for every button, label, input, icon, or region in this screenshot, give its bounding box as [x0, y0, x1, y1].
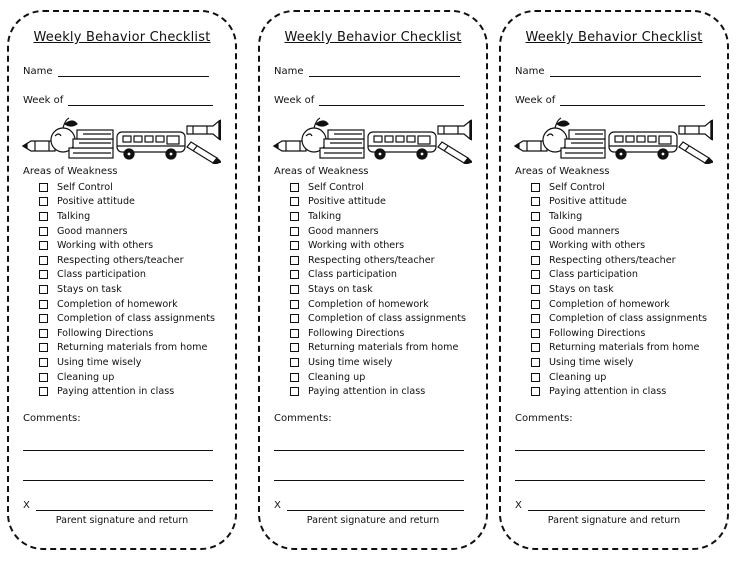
areas-title: Areas of Weakness — [23, 166, 118, 177]
checkbox[interactable] — [290, 373, 299, 382]
checklist-item — [39, 370, 215, 385]
checkbox[interactable] — [290, 212, 299, 221]
card-title: Weekly Behavior Checklist — [525, 30, 703, 45]
signature-field — [23, 500, 213, 511]
checkbox[interactable] — [531, 314, 540, 323]
checkbox[interactable] — [39, 270, 48, 279]
checklist-item-label: Completion of homework — [549, 298, 670, 310]
checklist-item — [290, 282, 466, 297]
checkbox[interactable] — [290, 387, 299, 396]
comment-line-2 — [274, 480, 464, 481]
checklist-item — [290, 355, 466, 370]
checklist-item — [39, 355, 215, 370]
signature-field — [515, 500, 705, 511]
checklist-item — [290, 224, 466, 239]
comments-label: Comments: — [274, 413, 332, 424]
name-label: Name — [274, 66, 304, 77]
checkbox[interactable] — [531, 358, 540, 367]
signature-line — [36, 501, 213, 511]
checkbox[interactable] — [39, 183, 48, 192]
checklist-item — [531, 195, 707, 210]
checklist-item-label: Using time wisely — [308, 356, 393, 368]
checkbox[interactable] — [39, 197, 48, 206]
checklist-item-label: Self Control — [57, 181, 113, 193]
week-line — [560, 95, 705, 106]
signature-caption: Parent signature and return — [55, 515, 189, 526]
checklist-item — [39, 195, 215, 210]
checklist-item — [531, 297, 707, 312]
checkbox[interactable] — [290, 227, 299, 236]
checklist-item-label: Paying attention in class — [57, 386, 175, 398]
card-title: Weekly Behavior Checklist — [33, 30, 211, 45]
checklist-item — [531, 282, 707, 297]
checklist-item — [531, 370, 707, 385]
checklist-item — [531, 326, 707, 341]
checkbox[interactable] — [290, 285, 299, 294]
comments-label: Comments: — [23, 413, 81, 424]
checkbox[interactable] — [531, 373, 540, 382]
checkbox[interactable] — [290, 300, 299, 309]
checklist-item-label: Class participation — [308, 269, 397, 281]
checklist-item-label: Respecting others/teacher — [308, 254, 435, 266]
name-line — [58, 66, 209, 77]
checklist-item-label: Positive attitude — [549, 196, 627, 208]
week-line — [319, 95, 464, 106]
comment-line-2 — [515, 480, 705, 481]
checklist-item-label: Self Control — [308, 181, 364, 193]
week-label: Week of — [23, 95, 64, 106]
checkbox[interactable] — [531, 183, 540, 192]
behavior-list — [39, 180, 215, 399]
checklist-item — [531, 209, 707, 224]
checklist-item — [290, 370, 466, 385]
week-label: Week of — [515, 95, 556, 106]
checklist-item-label: Talking — [308, 210, 342, 222]
checkbox[interactable] — [39, 241, 48, 250]
checklist-item-label: Good manners — [308, 225, 379, 237]
checklist-item — [531, 384, 707, 399]
checklist-item-label: Following Directions — [57, 327, 154, 339]
checklist-item — [531, 253, 707, 268]
school-supplies-icon — [21, 112, 221, 164]
checklist-item-label: Paying attention in class — [308, 386, 426, 398]
week-line — [68, 95, 213, 106]
checklist-item — [290, 209, 466, 224]
checklist-item — [290, 326, 466, 341]
checklist-item — [39, 224, 215, 239]
checklist-item-label: Stays on task — [549, 283, 614, 295]
checklist-item — [290, 195, 466, 210]
checklist-item-label: Cleaning up — [57, 371, 115, 383]
name-field — [515, 66, 705, 77]
checkbox[interactable] — [39, 343, 48, 352]
checklist-item — [39, 297, 215, 312]
checkbox[interactable] — [290, 256, 299, 265]
checkbox[interactable] — [39, 373, 48, 382]
checklist-item — [290, 311, 466, 326]
comment-line-2 — [23, 480, 213, 481]
checklist-item — [39, 384, 215, 399]
checkbox[interactable] — [39, 329, 48, 338]
checkbox[interactable] — [290, 197, 299, 206]
checklist-item-label: Completion of class assignments — [57, 313, 215, 325]
checkbox[interactable] — [39, 387, 48, 396]
checklist-item-label: Returning materials from home — [57, 342, 208, 354]
checkbox[interactable] — [290, 358, 299, 367]
card-title: Weekly Behavior Checklist — [284, 30, 462, 45]
signature-mark: X — [274, 500, 281, 511]
signature-line — [287, 501, 464, 511]
checklist-item — [39, 253, 215, 268]
checkbox[interactable] — [290, 241, 299, 250]
checkbox[interactable] — [290, 314, 299, 323]
checkbox[interactable] — [290, 183, 299, 192]
comments-label: Comments: — [515, 413, 573, 424]
checklist-item-label: Working with others — [549, 240, 646, 252]
name-label: Name — [515, 66, 545, 77]
name-line — [550, 66, 701, 77]
checklist-item-label: Stays on task — [57, 283, 122, 295]
checklist-item — [531, 355, 707, 370]
checklist-item-label: Class participation — [57, 269, 146, 281]
checklist-item — [290, 238, 466, 253]
signature-caption: Parent signature and return — [547, 515, 681, 526]
checklist-item — [290, 384, 466, 399]
signature-mark: X — [23, 500, 30, 511]
checkbox[interactable] — [531, 270, 540, 279]
week-label: Week of — [274, 95, 315, 106]
behavior-list — [531, 180, 707, 399]
checkbox[interactable] — [39, 212, 48, 221]
checkbox[interactable] — [531, 329, 540, 338]
checkbox[interactable] — [531, 241, 540, 250]
checklist-item-label: Self Control — [549, 181, 605, 193]
checklist-item-label: Positive attitude — [57, 196, 135, 208]
week-field — [274, 95, 464, 106]
checklist-item — [531, 238, 707, 253]
checklist-item — [290, 253, 466, 268]
checklist-item-label: Following Directions — [308, 327, 405, 339]
week-field — [515, 95, 705, 106]
checkbox[interactable] — [290, 343, 299, 352]
checklist-item — [531, 341, 707, 356]
checklist-item-label: Paying attention in class — [549, 386, 667, 398]
signature-line — [528, 501, 705, 511]
name-field — [23, 66, 213, 77]
checklist-item — [290, 341, 466, 356]
checklist-item — [531, 268, 707, 283]
checklist-item-label: Positive attitude — [308, 196, 386, 208]
checkbox[interactable] — [39, 227, 48, 236]
checklist-item-label: Completion of homework — [308, 298, 429, 310]
checkbox[interactable] — [39, 358, 48, 367]
checkbox[interactable] — [290, 329, 299, 338]
checklist-item-label: Talking — [57, 210, 91, 222]
name-field — [274, 66, 464, 77]
checklist-item-label: Class participation — [549, 269, 638, 281]
checklist-item-label: Stays on task — [308, 283, 373, 295]
checklist-item-label: Working with others — [57, 240, 154, 252]
checklist-item-label: Cleaning up — [308, 371, 366, 383]
checkbox[interactable] — [39, 300, 48, 309]
checkbox[interactable] — [531, 300, 540, 309]
checkbox[interactable] — [290, 270, 299, 279]
checklist-item — [39, 180, 215, 195]
comment-line-1 — [274, 450, 464, 451]
checklist-item — [39, 311, 215, 326]
school-supplies-icon — [272, 112, 472, 164]
checklist-card-2 — [258, 10, 488, 550]
behavior-list — [290, 180, 466, 399]
checklist-item — [531, 180, 707, 195]
checklist-item — [39, 282, 215, 297]
checklist-item-label: Cleaning up — [549, 371, 607, 383]
checkbox[interactable] — [531, 343, 540, 352]
week-field — [23, 95, 213, 106]
checklist-item — [290, 297, 466, 312]
checklist-item-label: Good manners — [549, 225, 620, 237]
checkbox[interactable] — [39, 285, 48, 294]
checklist-item-label: Using time wisely — [549, 356, 634, 368]
checklist-item — [39, 268, 215, 283]
checkbox[interactable] — [39, 314, 48, 323]
checklist-item — [290, 268, 466, 283]
checklist-item-label: Respecting others/teacher — [57, 254, 184, 266]
checklist-item-label: Talking — [549, 210, 583, 222]
checkbox[interactable] — [531, 256, 540, 265]
checkbox[interactable] — [531, 197, 540, 206]
signature-caption: Parent signature and return — [306, 515, 440, 526]
areas-title: Areas of Weakness — [274, 166, 369, 177]
checklist-item-label: Good manners — [57, 225, 128, 237]
checkbox[interactable] — [531, 285, 540, 294]
school-supplies-icon — [513, 112, 713, 164]
checklist-item — [39, 341, 215, 356]
checklist-item — [39, 238, 215, 253]
checklist-card-1 — [7, 10, 237, 550]
checklist-item — [290, 180, 466, 195]
areas-title: Areas of Weakness — [515, 166, 610, 177]
checkbox[interactable] — [531, 212, 540, 221]
checkbox[interactable] — [531, 387, 540, 396]
checklist-item — [39, 326, 215, 341]
checklist-item — [39, 209, 215, 224]
signature-field — [274, 500, 464, 511]
comment-line-1 — [23, 450, 213, 451]
checklist-item-label: Returning materials from home — [549, 342, 700, 354]
checklist-item-label: Completion of class assignments — [308, 313, 466, 325]
checklist-item-label: Completion of homework — [57, 298, 178, 310]
checklist-item-label: Respecting others/teacher — [549, 254, 676, 266]
checklist-item-label: Working with others — [308, 240, 405, 252]
checklist-item-label: Following Directions — [549, 327, 646, 339]
checklist-item — [531, 311, 707, 326]
checkbox[interactable] — [531, 227, 540, 236]
checklist-item-label: Returning materials from home — [308, 342, 459, 354]
checklist-item — [531, 224, 707, 239]
signature-mark: X — [515, 500, 522, 511]
comment-line-1 — [515, 450, 705, 451]
name-line — [309, 66, 460, 77]
checklist-item-label: Using time wisely — [57, 356, 142, 368]
checklist-card-3 — [499, 10, 729, 550]
name-label: Name — [23, 66, 53, 77]
checklist-item-label: Completion of class assignments — [549, 313, 707, 325]
checkbox[interactable] — [39, 256, 48, 265]
